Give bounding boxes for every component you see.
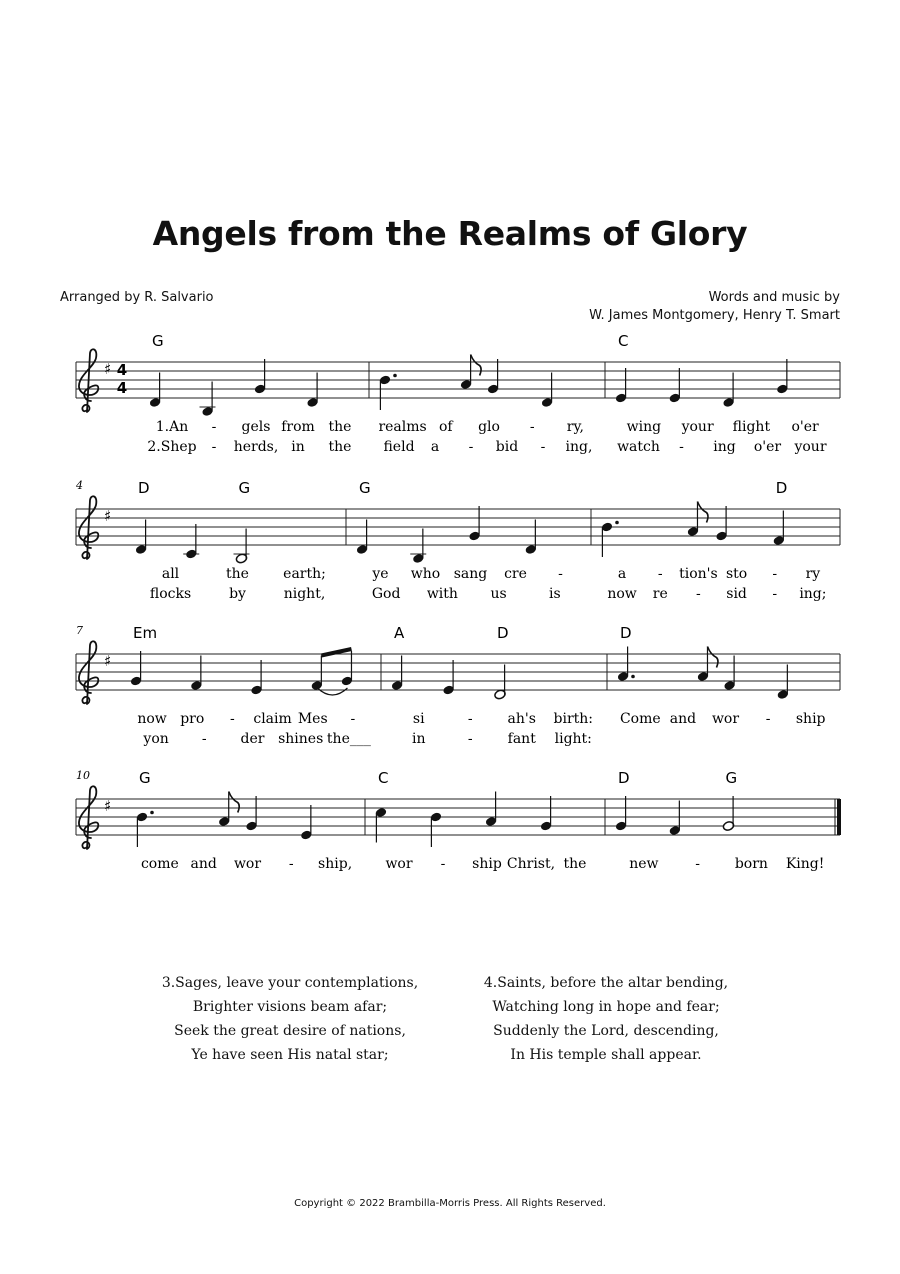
lyric-syllable: - [529, 419, 535, 435]
sharp-key-signature-icon: ♯ [104, 652, 112, 670]
lyric-syllable: pro [180, 711, 205, 727]
lyric-syllable: - [467, 711, 473, 727]
verse-line: In His temple shall appear. [510, 1047, 702, 1063]
lyric-syllable: your [681, 419, 714, 435]
lyric-syllable: realms [378, 419, 427, 435]
chord-symbol: G [359, 479, 371, 497]
lyric-syllable: ing [713, 439, 736, 455]
lyric-syllable: flight [732, 419, 771, 435]
lyric-syllable: re [652, 586, 668, 602]
lyric-syllable: with [426, 586, 458, 602]
lyric-syllable: shines [278, 731, 324, 747]
time-signature-top: 4 [116, 361, 128, 379]
chord-symbol: G [152, 332, 164, 350]
augmentation-dot [615, 521, 619, 525]
treble-clef-icon [79, 786, 98, 849]
lyric-syllable: watch [617, 439, 660, 455]
eighth-flag [229, 792, 240, 813]
lyric-syllable: us [490, 586, 507, 602]
lyric-syllable: ah's [507, 711, 536, 727]
lyric-syllable: Come [619, 711, 661, 727]
lyric-syllable: - [288, 856, 294, 872]
eighth-flag [707, 647, 718, 668]
verse-line: Ye have seen His natal star; [191, 1047, 389, 1063]
chord-symbol: G [725, 769, 738, 787]
lyric-syllable: your [794, 439, 827, 455]
credit-line: Words and music by [708, 290, 840, 305]
lyric-syllable: a [617, 566, 627, 582]
sharp-key-signature-icon: ♯ [104, 360, 112, 378]
lyric-syllable: now [137, 711, 167, 727]
credit-line: W. James Montgomery, Henry T. Smart [589, 308, 840, 323]
lyric-syllable: now [607, 586, 637, 602]
lyric-syllable: si [412, 711, 425, 727]
lyric-syllable: - [467, 731, 473, 747]
lyric-syllable: sto [725, 566, 748, 582]
verse-3 [125, 971, 455, 1067]
lyric-syllable: who [410, 566, 441, 582]
lyric-syllable: - [695, 856, 700, 872]
verse-line: Watching long in hope and fear; [492, 999, 720, 1015]
treble-clef-icon [79, 641, 98, 704]
treble-clef-icon [79, 349, 98, 412]
lyric-syllable: 2.Shep [147, 439, 197, 455]
verse-line: 4.Saints, before the altar bending, [483, 975, 729, 991]
lyric-syllable: Mes [297, 711, 328, 727]
verse-line: Seek the great desire of nations, [174, 1023, 406, 1039]
verse-4 [441, 971, 771, 1067]
lyric-syllable: ship [795, 711, 826, 727]
chord-symbol: D [618, 769, 630, 787]
verse-line: 3.Sages, leave your contemplations, [161, 975, 419, 991]
lyric-syllable: the___ [326, 731, 371, 747]
lyric-syllable: sang [453, 566, 488, 582]
sharp-key-signature-icon: ♯ [104, 797, 112, 815]
lyric-syllable: birth: [553, 711, 593, 727]
lyric-syllable: tion's [679, 566, 718, 582]
lyric-syllable: gels [241, 419, 271, 435]
lyric-syllable: - [765, 711, 771, 727]
lyric-syllable: fant [507, 731, 536, 747]
lyric-syllable: light: [554, 731, 592, 747]
lyric-syllable: claim [253, 711, 292, 727]
chord-symbol: G [139, 769, 151, 787]
time-signature-bottom: 4 [116, 379, 128, 397]
lyric-syllable: ship, [318, 856, 353, 872]
lyric-syllable: - [211, 419, 217, 435]
lyric-syllable: and [190, 856, 217, 872]
measure-number: 4 [76, 479, 83, 492]
lyric-syllable: - [679, 439, 684, 455]
chord-symbol: A [394, 624, 405, 642]
lyric-syllable: Christ, [506, 856, 556, 872]
lyric-syllable: - [540, 439, 546, 455]
lyric-syllable: the [226, 566, 249, 582]
lyric-syllable: a [430, 439, 440, 455]
lyric-syllable: wing [626, 419, 662, 435]
verse-line: Suddenly the Lord, descending, [493, 1023, 719, 1039]
lyric-syllable: born [734, 856, 768, 872]
lyric-syllable: ye [372, 566, 389, 582]
augmentation-dot [150, 811, 154, 815]
lyric-syllable: cre [504, 566, 527, 582]
lyric-syllable: of [438, 419, 453, 435]
page-title: Angels from the Realms of Glory [152, 214, 748, 253]
lyric-syllable: der [240, 731, 265, 747]
lyric-syllable: - [772, 566, 778, 582]
chord-symbol: Em [133, 624, 158, 642]
lyric-syllable: and [669, 711, 697, 727]
lyric-syllable: - [350, 711, 356, 727]
lyric-syllable: - [468, 439, 474, 455]
lyric-syllable: 1.An [155, 419, 189, 435]
verse-line: Brighter visions beam afar; [192, 999, 388, 1015]
lyric-syllable: wor [233, 856, 262, 872]
lyric-syllable: - [211, 439, 217, 455]
lyric-syllable: o'er [753, 439, 782, 455]
slur [317, 688, 347, 695]
lyric-syllable: ry, [566, 419, 585, 435]
lyric-syllable: ship [472, 856, 502, 872]
eighth-flag [471, 355, 482, 376]
lyric-syllable: night, [283, 586, 326, 602]
lyric-syllable: from [281, 419, 315, 435]
lyric-syllable: - [440, 856, 446, 872]
lyric-syllable: glo [478, 419, 500, 435]
lyric-syllable: wor [385, 856, 413, 872]
sharp-key-signature-icon: ♯ [104, 507, 112, 525]
lyric-syllable: come [140, 856, 179, 872]
lyric-syllable: flocks [149, 586, 192, 602]
lyric-syllable: in [291, 439, 305, 455]
lyric-syllable: - [657, 566, 663, 582]
lyric-syllable: the [328, 439, 352, 455]
lyric-syllable: field [383, 439, 415, 455]
lyric-syllable: o'er [791, 419, 819, 435]
lyric-syllable: - [696, 586, 701, 602]
lyric-syllable: ing, [565, 439, 593, 455]
chord-symbol: C [378, 769, 389, 787]
lyric-syllable: - [558, 566, 563, 582]
lyric-syllable: sid [726, 586, 747, 602]
chord-symbol: C [618, 332, 629, 350]
lyric-syllable: wor [711, 711, 740, 727]
lyric-syllable: in [412, 731, 426, 747]
measure-number: 7 [76, 624, 83, 637]
lyric-syllable: the [563, 856, 587, 872]
eighth-flag [697, 502, 708, 523]
augmentation-dot [393, 374, 397, 378]
lyric-syllable: by [229, 586, 246, 602]
lyric-syllable: the [328, 419, 352, 435]
copyright-notice: Copyright © 2022 Brambilla-Morris Press. All Rights Reserved. [294, 1198, 606, 1209]
lyric-syllable: is [549, 586, 561, 602]
lyric-syllable: herds, [233, 439, 279, 455]
lyric-syllable: - [230, 711, 235, 727]
lyric-syllable: King! [785, 856, 825, 872]
final-barline [837, 799, 841, 835]
lyric-syllable: - [772, 586, 778, 602]
augmentation-dot [631, 675, 635, 679]
chord-symbol: D [497, 624, 509, 642]
lyric-syllable: all [161, 566, 180, 582]
chord-symbol: G [238, 479, 251, 497]
lyric-syllable: bid [495, 439, 519, 455]
lyric-syllable: yon [143, 731, 169, 747]
lyric-syllable: God [371, 586, 401, 602]
lyric-syllable: new [629, 856, 659, 872]
beam [321, 649, 351, 656]
chord-symbol: D [775, 479, 788, 497]
chord-symbol: D [138, 479, 150, 497]
lyric-syllable: earth; [283, 566, 326, 582]
chord-symbol: D [620, 624, 632, 642]
treble-clef-icon [79, 496, 98, 559]
lyric-syllable: - [201, 731, 207, 747]
measure-number: 10 [76, 769, 90, 782]
arranger-credit: Arranged by R. Salvario [60, 290, 214, 305]
lyric-syllable: ing; [799, 586, 827, 602]
lyric-syllable: ry [805, 566, 821, 582]
